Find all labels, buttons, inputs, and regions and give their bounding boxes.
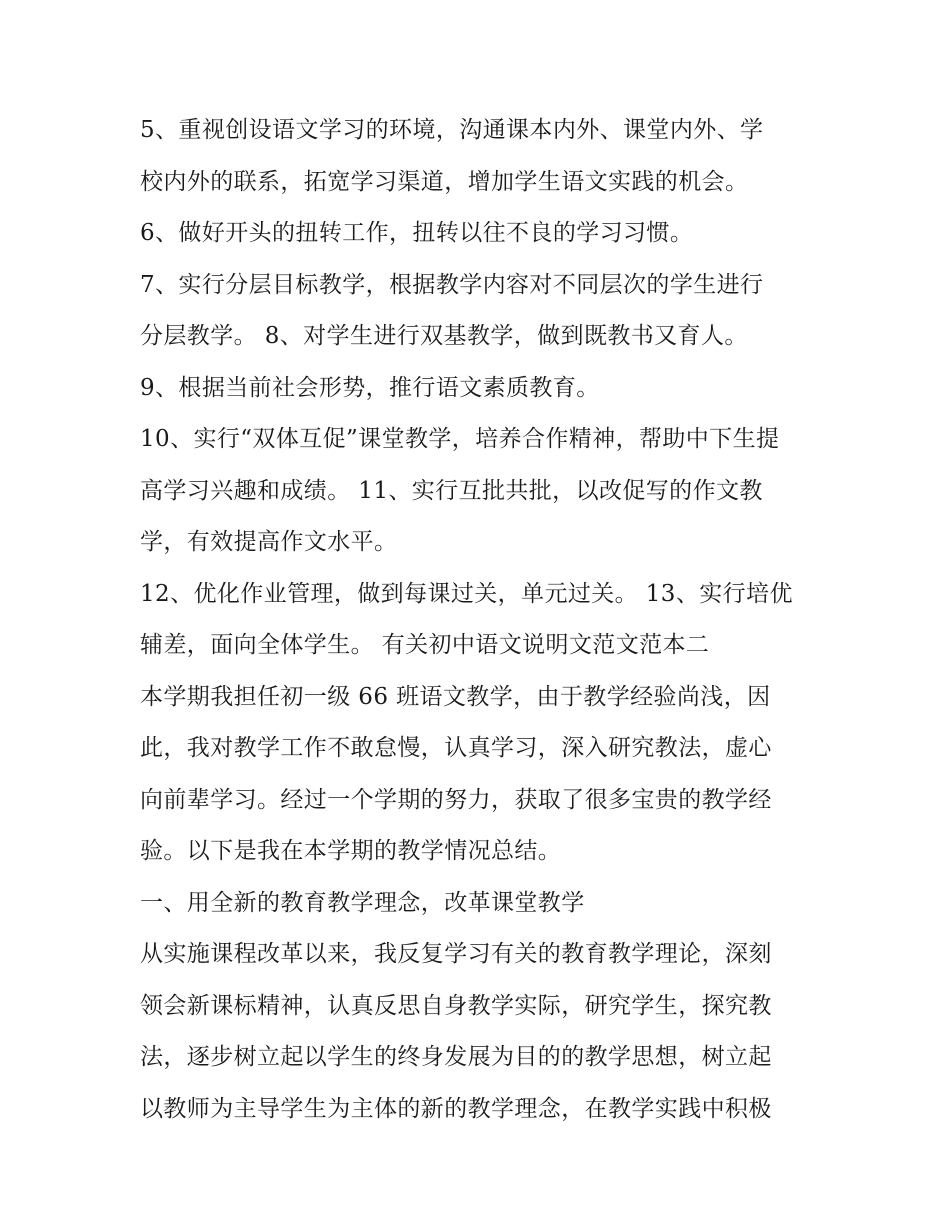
text-line: 以教师为主导学生为主体的新的教学理念，在教学实践中积极: [140, 1095, 772, 1122]
text-line: 9、根据当前社会形势，推行语文素质教育。: [140, 374, 600, 401]
text-line: 分层教学。 8、对学生进行双基教学，做到既教书又育人。: [140, 323, 748, 349]
text-line: 验。以下是我在本学期的教学情况总结。: [140, 838, 562, 864]
text-line: 7、实行分层目标教学，根据教学内容对不同层次的学生进行: [140, 271, 764, 298]
text-line: 本学期我担任初一级 66 班语文教学，由于教学经验尚浅，因: [140, 683, 771, 710]
text-line: 5、重视创设语文学习的环境，沟通课本内外、课堂内外、学: [140, 117, 764, 143]
text-line: 校内外的联系，拓宽学习渠道，增加学生语文实践的机会。: [140, 168, 749, 195]
text-line: 法，逐步树立起以学生的终身发展为目的的教学思想，树立起: [140, 1044, 772, 1070]
body-text: [140, 105, 820, 1135]
text-line: 6、做好开头的扭转工作，扭转以往不良的学习习惯。: [140, 220, 694, 246]
text-line: 从实施课程改革以来，我反复学习有关的教育教学理论，深刻: [140, 941, 772, 967]
text-line: 高学习兴趣和成绩。 11、实行互批共批，以改促写的作文教: [140, 477, 763, 504]
text-line: 辅差，面向全体学生。 有关初中语文说明文范文范本二: [140, 632, 710, 658]
text-line: 此，我对教学工作不敢怠慢，认真学习，深入研究教法，虚心: [140, 735, 772, 761]
text-line: 学，有效提高作文水平。: [140, 529, 398, 555]
text-line: 10、实行“双体互促”课堂教学，培养合作精神，帮助中下生提: [140, 426, 780, 452]
text-line: 领会新课标精神，认真反思自身教学实际，研究学生，探究教: [140, 992, 772, 1019]
text-line: 12、优化作业管理，做到每课过关，单元过关。 13、实行培优: [140, 580, 793, 607]
text-line: 向前辈学习。经过一个学期的努力，获取了很多宝贵的教学经: [140, 786, 772, 813]
section-heading: 一、用全新的教育教学理念，改革课堂教学: [140, 889, 585, 916]
